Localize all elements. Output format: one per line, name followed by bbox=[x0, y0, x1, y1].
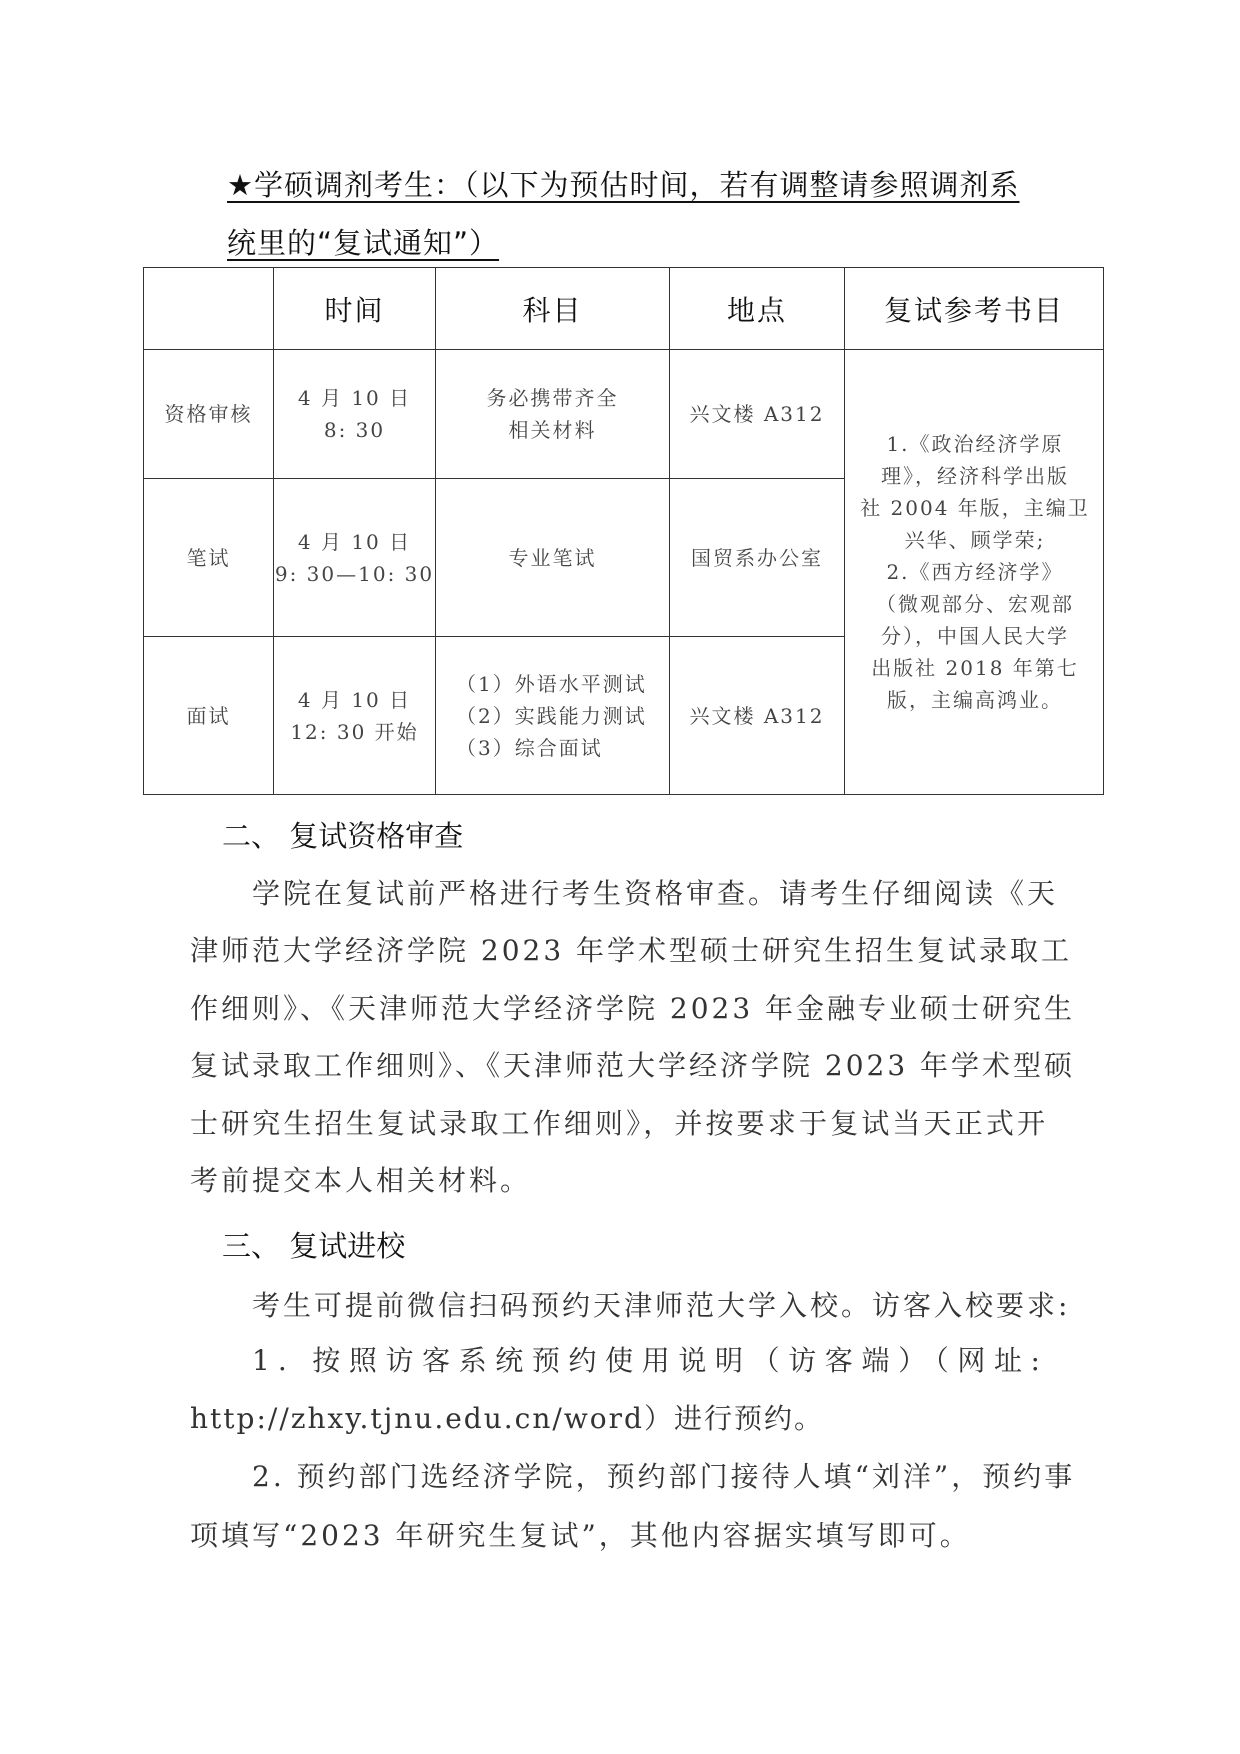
time-cell bbox=[274, 637, 436, 795]
section-2-line: 津师范大学经济学院 2023 年学术型硕士研究生招生复试录取工 bbox=[190, 934, 1073, 967]
subject-line: （1）外语水平测试 bbox=[456, 671, 647, 696]
subject-line: （3）综合面试 bbox=[456, 735, 603, 760]
section-3-line: 1. 按照访客系统预约使用说明（访客端）（网址: bbox=[252, 1344, 1048, 1377]
time-hour: 12: 30 开始 bbox=[290, 719, 419, 744]
subject-line: 相关材料 bbox=[508, 418, 597, 442]
time-hour: 9: 30—10: 30 bbox=[274, 561, 435, 586]
books-line: （微观部分、宏观部 bbox=[876, 592, 1074, 616]
books-line: 出版社 2018 年第七 bbox=[871, 656, 1079, 680]
section-3-heading: 三、 复试进校 bbox=[222, 1229, 406, 1263]
header-cell-location: 地点 bbox=[670, 268, 845, 350]
section-3-line: 项填写“2023 年研究生复试”，其他内容据实填写即可。 bbox=[190, 1519, 971, 1552]
table-header-row bbox=[144, 268, 1104, 350]
books-line: 版，主编高鸿业。 bbox=[887, 688, 1063, 712]
section-2-line: 作细则》、《天津师范大学经济学院 2023 年金融专业硕士研究生 bbox=[190, 992, 1076, 1025]
header-cell-subject: 科目 bbox=[436, 268, 670, 350]
books-line: 2.《西方经济学》 bbox=[886, 560, 1064, 584]
subject-line: 专业笔试 bbox=[508, 545, 597, 570]
section-2-line: 士研究生招生复试录取工作细则》，并按要求于复试当天正式开 bbox=[190, 1107, 1048, 1140]
subject-cell bbox=[436, 479, 670, 637]
section-3-line: 2. 预约部门选经济学院，预约部门接待人填“刘洋”，预约事 bbox=[252, 1460, 1076, 1493]
star-icon: ★ bbox=[227, 168, 254, 202]
time-date: 4 月 10 日 bbox=[297, 386, 412, 410]
section-2-line: 考前提交本人相关材料。 bbox=[190, 1164, 532, 1197]
section-heading-line-1 bbox=[227, 163, 1020, 204]
subject-cell bbox=[436, 350, 670, 479]
time-date: 4 月 10 日 bbox=[297, 529, 412, 554]
books-line: 社 2004 年版，主编卫 bbox=[860, 496, 1090, 520]
header-cell-books: 复试参考书目 bbox=[845, 268, 1104, 350]
section-2-heading: 二、 复试资格审查 bbox=[222, 819, 464, 853]
location-cell: 兴文楼 A312 bbox=[670, 350, 845, 479]
books-line: 分），中国人民大学 bbox=[881, 624, 1069, 648]
time-cell bbox=[274, 479, 436, 637]
visitor-url-line: http://zhxy.tjnu.edu.cn/word）进行预约。 bbox=[190, 1402, 824, 1435]
subject-line: 务必携带齐全 bbox=[486, 386, 619, 410]
header-cell-blank bbox=[144, 268, 274, 350]
header-cell-time: 时间 bbox=[274, 268, 436, 350]
stage-cell: 面试 bbox=[144, 637, 274, 795]
subject-line: （2）实践能力测试 bbox=[456, 703, 647, 728]
location-cell: 国贸系办公室 bbox=[670, 479, 845, 637]
section-2-line: 学院在复试前严格进行考生资格审查。请考生仔细阅读《天 bbox=[252, 877, 1059, 910]
subject-cell bbox=[436, 637, 670, 795]
books-line: 兴华、顾学荣; bbox=[904, 528, 1046, 552]
heading-text-1: 学硕调剂考生：（以下为预估时间，若有调整请参照调剂系 bbox=[254, 168, 1020, 202]
section-2-line: 复试录取工作细则》、《天津师范大学经济学院 2023 年学术型硕 bbox=[190, 1049, 1076, 1082]
time-cell bbox=[274, 350, 436, 479]
books-line: 1.《政治经济学原 bbox=[886, 432, 1064, 456]
reference-books-cell bbox=[845, 350, 1104, 795]
location-cell: 兴文楼 A312 bbox=[670, 637, 845, 795]
time-hour: 8: 30 bbox=[323, 418, 386, 442]
schedule-table bbox=[143, 267, 1104, 795]
section-heading-line-2: 统里的“复试通知”） bbox=[227, 226, 500, 260]
table-row bbox=[144, 350, 1104, 479]
stage-cell: 资格审核 bbox=[144, 350, 274, 479]
section-3-line: 考生可提前微信扫码预约天津师范大学入校。访客入校要求: bbox=[252, 1289, 1071, 1322]
books-line: 理》，经济科学出版 bbox=[881, 464, 1069, 488]
stage-cell: 笔试 bbox=[144, 479, 274, 637]
time-date: 4 月 10 日 bbox=[297, 687, 412, 712]
